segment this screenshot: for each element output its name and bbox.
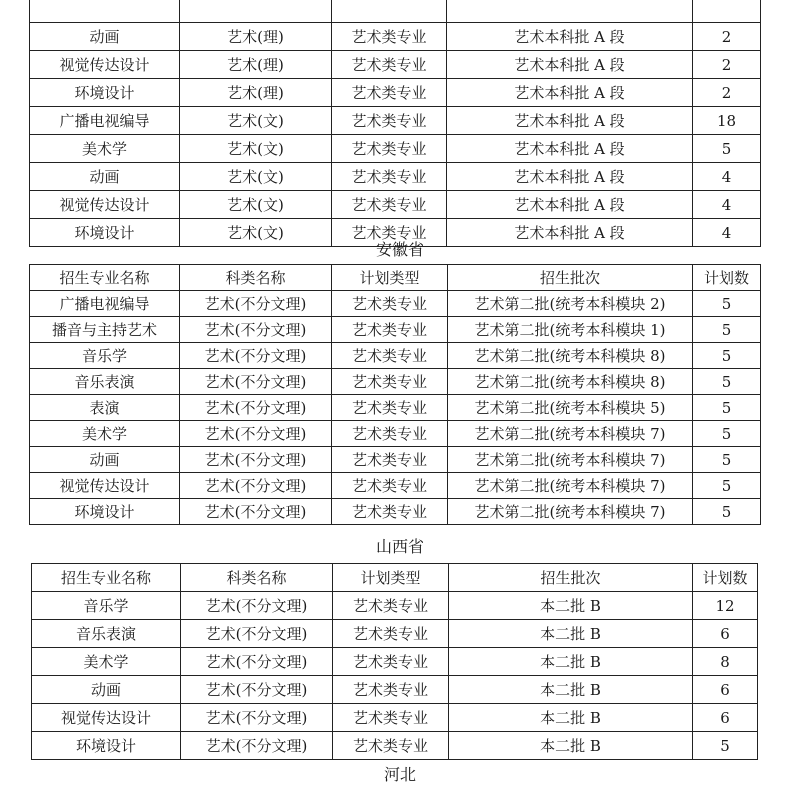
cell-quota: 18 (693, 107, 761, 135)
table-header-row (30, 265, 761, 291)
cell-category: 艺术(不分文理) (180, 343, 332, 369)
cell-major: 动画 (30, 23, 180, 51)
cell-category: 艺术(不分文理) (180, 369, 332, 395)
table-row (30, 163, 761, 191)
table-row (32, 592, 758, 620)
cell-quota: 5 (693, 499, 761, 525)
cell-plan-type: 艺术类专业 (332, 191, 447, 219)
table-row (32, 732, 758, 760)
table-row (30, 421, 761, 447)
cell-plan-type: 艺术类专业 (332, 499, 448, 525)
cell-category: 艺术(文) (180, 191, 332, 219)
table-header-row (32, 564, 758, 592)
plan-table-shanxi (31, 563, 758, 760)
table-row (30, 51, 761, 79)
cell-category: 艺术(不分文理) (181, 704, 333, 732)
cell-plan-type: 艺术类专业 (332, 473, 448, 499)
cell-plan-type (332, 0, 447, 23)
cell-category: 艺术(不分文理) (180, 317, 332, 343)
cell-major: 环境设计 (30, 79, 180, 107)
cell-plan-type: 艺术类专业 (333, 704, 449, 732)
cell-category: 艺术(不分文理) (180, 447, 332, 473)
cell-plan-type: 艺术类专业 (332, 317, 448, 343)
cell-quota: 5 (693, 369, 761, 395)
table-row (30, 473, 761, 499)
header-plan-type: 计划类型 (333, 564, 449, 592)
cell-batch: 艺术本科批 A 段 (447, 163, 693, 191)
cell-quota: 5 (693, 291, 761, 317)
header-batch: 招生批次 (448, 265, 693, 291)
cell-plan-type: 艺术类专业 (332, 369, 448, 395)
cell-plan-type: 艺术类专业 (332, 79, 447, 107)
header-batch: 招生批次 (449, 564, 693, 592)
table-row (30, 369, 761, 395)
cell-quota: 5 (693, 473, 761, 499)
cell-category: 艺术(不分文理) (180, 473, 332, 499)
cell-major: 美术学 (30, 421, 180, 447)
cell-quota (693, 0, 761, 23)
cell-category: 艺术(文) (180, 219, 332, 247)
cell-batch: 本二批 B (449, 704, 693, 732)
cell-plan-type: 艺术类专业 (332, 395, 448, 421)
cell-batch: 本二批 B (449, 732, 693, 760)
cell-batch: 艺术第二批(统考本科模块 7) (448, 421, 693, 447)
cell-category: 艺术(理) (180, 79, 332, 107)
table-row (30, 0, 761, 23)
cell-major: 动画 (30, 163, 180, 191)
header-major: 招生专业名称 (30, 265, 180, 291)
cell-quota: 5 (693, 395, 761, 421)
cell-category: 艺术(文) (180, 135, 332, 163)
cell-plan-type: 艺术类专业 (332, 421, 448, 447)
cell-batch: 艺术本科批 A 段 (447, 191, 693, 219)
cell-major: 美术学 (30, 135, 180, 163)
cell-category: 艺术(理) (180, 51, 332, 79)
cell-batch: 艺术第二批(统考本科模块 1) (448, 317, 693, 343)
table-row (32, 704, 758, 732)
table-row (32, 648, 758, 676)
cell-batch: 本二批 B (449, 676, 693, 704)
cell-major: 音乐学 (30, 343, 180, 369)
province-heading-anhui: 安徽省 (375, 240, 424, 259)
cell-quota: 5 (693, 732, 758, 760)
province-heading-hebei: 河北 (383, 765, 416, 784)
cell-plan-type: 艺术类专业 (333, 676, 449, 704)
cell-major: 视觉传达设计 (30, 473, 180, 499)
cell-plan-type: 艺术类专业 (333, 732, 449, 760)
cell-major: 视觉传达设计 (30, 51, 180, 79)
cell-quota: 5 (693, 343, 761, 369)
cell-category (180, 0, 332, 23)
cell-plan-type: 艺术类专业 (332, 447, 448, 473)
cell-major: 播音与主持艺术 (30, 317, 180, 343)
cell-batch: 本二批 B (449, 592, 693, 620)
cell-quota: 6 (693, 620, 758, 648)
cell-plan-type: 艺术类专业 (332, 343, 448, 369)
table-row (30, 135, 761, 163)
cell-batch: 艺术第二批(统考本科模块 5) (448, 395, 693, 421)
cell-major: 广播电视编导 (30, 107, 180, 135)
cell-category: 艺术(不分文理) (181, 620, 333, 648)
cell-category: 艺术(不分文理) (181, 592, 333, 620)
cell-batch: 艺术第二批(统考本科模块 7) (448, 473, 693, 499)
cell-batch: 艺术本科批 A 段 (447, 219, 693, 247)
header-quota: 计划数 (693, 564, 758, 592)
cell-quota: 2 (693, 23, 761, 51)
cell-quota: 6 (693, 704, 758, 732)
cell-batch: 艺术本科批 A 段 (447, 79, 693, 107)
header-category: 科类名称 (180, 265, 332, 291)
table-row (30, 79, 761, 107)
cell-major: 动画 (30, 447, 180, 473)
table-row (30, 447, 761, 473)
cell-plan-type: 艺术类专业 (332, 163, 447, 191)
cell-batch: 艺术第二批(统考本科模块 8) (448, 369, 693, 395)
cell-batch: 艺术本科批 A 段 (447, 107, 693, 135)
cell-quota: 2 (693, 51, 761, 79)
cell-category: 艺术(不分文理) (181, 732, 333, 760)
cell-batch: 艺术第二批(统考本科模块 8) (448, 343, 693, 369)
table-row (30, 107, 761, 135)
cell-quota: 4 (693, 191, 761, 219)
cell-plan-type: 艺术类专业 (332, 135, 447, 163)
cell-plan-type: 艺术类专业 (333, 592, 449, 620)
cell-major: 视觉传达设计 (30, 191, 180, 219)
table-row (30, 191, 761, 219)
table-row (30, 23, 761, 51)
cell-category: 艺术(不分文理) (180, 499, 332, 525)
cell-batch: 艺术本科批 A 段 (447, 51, 693, 79)
cell-major: 美术学 (32, 648, 181, 676)
cell-plan-type: 艺术类专业 (333, 620, 449, 648)
table-row (30, 317, 761, 343)
cell-quota: 5 (693, 135, 761, 163)
cell-category: 艺术(不分文理) (180, 291, 332, 317)
header-quota: 计划数 (693, 265, 761, 291)
cell-quota: 12 (693, 592, 758, 620)
cell-major: 环境设计 (30, 219, 180, 247)
table-row (30, 291, 761, 317)
cell-category: 艺术(理) (180, 23, 332, 51)
cell-quota: 5 (693, 317, 761, 343)
cell-category: 艺术(不分文理) (180, 421, 332, 447)
table-row (32, 676, 758, 704)
cell-major: 音乐表演 (30, 369, 180, 395)
cell-quota: 5 (693, 447, 761, 473)
plan-table-previous-province (29, 0, 761, 247)
cell-category: 艺术(不分文理) (180, 395, 332, 421)
cell-major: 动画 (32, 676, 181, 704)
cell-plan-type: 艺术类专业 (332, 51, 447, 79)
cell-batch: 艺术本科批 A 段 (447, 23, 693, 51)
cell-category: 艺术(文) (180, 107, 332, 135)
cell-batch: 本二批 B (449, 648, 693, 676)
table-row (30, 395, 761, 421)
cell-major: 环境设计 (32, 732, 181, 760)
header-plan-type: 计划类型 (332, 265, 448, 291)
cell-major (30, 0, 180, 23)
cell-batch: 艺术本科批 A 段 (447, 135, 693, 163)
cell-category: 艺术(不分文理) (181, 676, 333, 704)
cell-quota: 4 (693, 219, 761, 247)
cell-plan-type: 艺术类专业 (332, 23, 447, 51)
cell-quota: 5 (693, 421, 761, 447)
cell-quota: 6 (693, 676, 758, 704)
cell-plan-type: 艺术类专业 (332, 219, 447, 247)
cell-major: 广播电视编导 (30, 291, 180, 317)
cell-batch: 艺术第二批(统考本科模块 2) (448, 291, 693, 317)
cell-batch: 本二批 B (449, 620, 693, 648)
cell-category: 艺术(文) (180, 163, 332, 191)
cell-plan-type: 艺术类专业 (332, 291, 448, 317)
cell-quota: 2 (693, 79, 761, 107)
cell-major: 音乐表演 (32, 620, 181, 648)
cell-major: 环境设计 (30, 499, 180, 525)
header-major: 招生专业名称 (32, 564, 181, 592)
header-category: 科类名称 (181, 564, 333, 592)
cell-major: 视觉传达设计 (32, 704, 181, 732)
cell-category: 艺术(不分文理) (181, 648, 333, 676)
table-row (32, 620, 758, 648)
cell-major: 表演 (30, 395, 180, 421)
table-row (30, 343, 761, 369)
plan-table-anhui (29, 264, 761, 525)
cell-major: 音乐学 (32, 592, 181, 620)
cell-plan-type: 艺术类专业 (332, 107, 447, 135)
cell-batch (447, 0, 693, 23)
cell-plan-type: 艺术类专业 (333, 648, 449, 676)
cell-batch: 艺术第二批(统考本科模块 7) (448, 499, 693, 525)
cell-batch: 艺术第二批(统考本科模块 7) (448, 447, 693, 473)
cell-quota: 8 (693, 648, 758, 676)
cell-quota: 4 (693, 163, 761, 191)
table-row (30, 499, 761, 525)
province-heading-shanxi: 山西省 (375, 537, 424, 556)
